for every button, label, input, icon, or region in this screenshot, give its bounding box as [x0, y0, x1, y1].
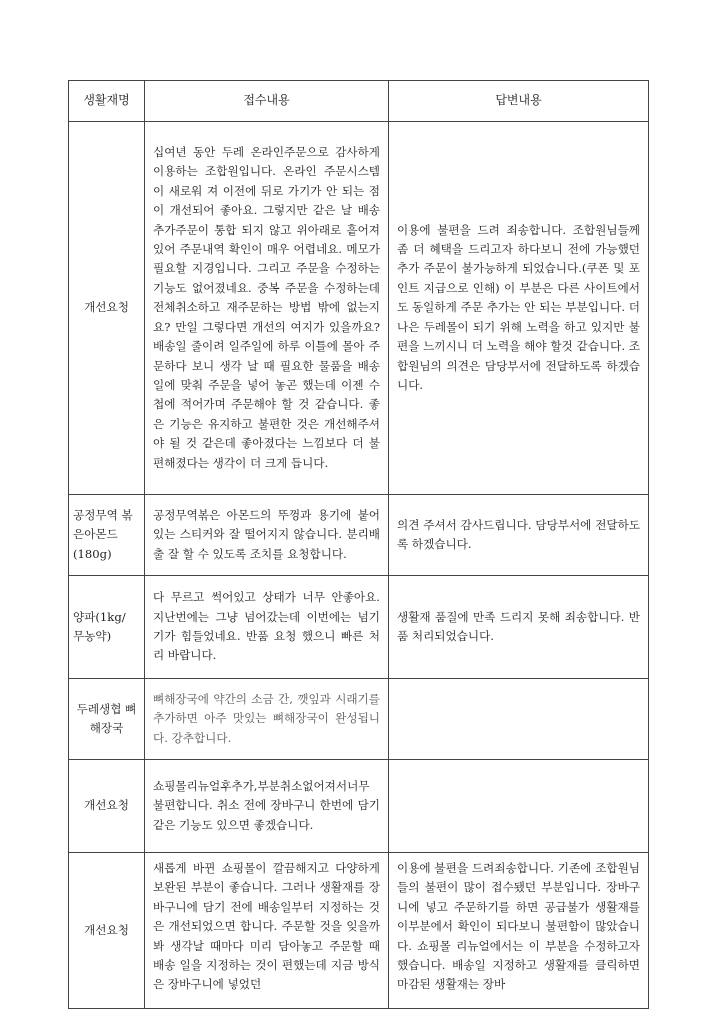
item-name-cell: 두레생협 뼈해장국: [69, 679, 145, 760]
header-request: 접수내용: [145, 81, 389, 122]
table-row: [69, 495, 649, 576]
table-row: [69, 576, 649, 679]
table-row: [69, 679, 649, 760]
item-name-cell: 양파(1kg/ 무농약): [69, 576, 145, 679]
reply-cell: 이용에 불편을 드려 죄송합니다. 조합원님들께 좀 더 혜택을 드리고자 하다보니 전에 가능했던 추가 주문이 불가능하게 되었습니다.(쿠폰 및 포인트 지급으로 인해) 이 부분은 다른 사이트에서도 동일하게 주문 추가는 안 되는 부분입니다. 더 나은 두레몰이 되기 위해 노력을 하고 있지만 불편을 느끼시니 더 노력을 해야 할것 같습니다. 조합원님의 의견은 담당부서에 전달하도록 하겠습니다.: [389, 122, 649, 495]
request-cell: 십여년 동안 두레 온라인주문으로 감사하게 이용하는 조합원입니다. 온라인 주문시스템이 새로워 져 이전에 뒤로 가기가 안 되는 점이 개선되어 좋아요. 그렇지만 같은 날 배송 추가주문이 통합 되지 않고 위아래로 흩어져 있어 주문내역 확인이 매우 어렵네요. 메모가 필요할 지경입니다. 그리고 주문을 수정하는 기능도 없어졌네요. 중복 주문을 수정하는데 전체취소하고 재주문하는 방법 밖에 없는지요? 만일 그렇다면 개선의 여지가 있을까요? 배송일 줄이려 일주일에 하루 이틀에 몰아 주문하다 보니 생각 날 때 필요한 물품을 배송일에 맞춰 주문을 넣어 놓곤 했는데 이젠 수첩에 적어가며 주문해야 할 것 같습니다. 좋은 기능은 유지하고 불편한 것은 개선해주셔야 될 것 같은데 좋아졌다는 느낌보다 더 불편해졌다는 생각이 더 크게 듭니다.: [145, 122, 389, 495]
reply-cell: 생활재 품질에 만족 드리지 못해 죄송합니다. 반품 처리되었습니다.: [389, 576, 649, 679]
request-cell: 쇼핑몰리뉴얼후추가,부분취소없어져서너무 불편합니다. 취소 전에 장바구니 한번에 담기 같은 기능도 있으면 좋겠습니다.: [145, 760, 389, 853]
reply-cell: [389, 760, 649, 853]
reply-cell: [389, 679, 649, 760]
reply-cell: 의견 주셔서 감사드립니다. 담당부서에 전달하도록 하겠습니다.: [389, 495, 649, 576]
item-name-cell: 개선요청: [69, 122, 145, 495]
request-cell: 다 무르고 썩어있고 상태가 너무 안좋아요. 지난번에는 그냥 넘어갔는데 이번에는 넘기기가 힘들었네요. 반품 요청 했으니 빠른 처리 바랍니다.: [145, 576, 389, 679]
request-cell: 새롭게 바뀐 쇼핑몰이 깔끔해지고 다양하게 보완된 부분이 좋습니다. 그러나 생활재를 장바구니에 담기 전에 배송일부터 지정하는 것은 개선되었으면 합니다. 주문할 것을 잊을까봐 생각날 때마다 미리 담아놓고 주문할 때 배송 일을 지정하는 것이 편했는데 지금 방식은 장바구니에 넣었던: [145, 853, 389, 1009]
item-name-cell: 공정무역 볶은아몬드 (180g): [69, 495, 145, 576]
table-header-row: [69, 81, 649, 122]
complaint-table: [68, 80, 649, 1009]
header-item-name: 생활재명: [69, 81, 145, 122]
item-name-cell: 개선요청: [69, 853, 145, 1009]
request-cell: 뼈해장국에 약간의 소금 간, 깻잎과 시래기를 추가하면 아주 맛있는 뼈해장국이 완성됩니다. 강추합니다.: [145, 679, 389, 760]
header-reply: 답변내용: [389, 81, 649, 122]
document-page: [68, 80, 648, 1009]
table-row: [69, 122, 649, 495]
request-cell: 공정무역볶은 아몬드의 뚜껑과 용기에 붙어 있는 스티커와 잘 떨어지지 않습니다. 분리배출 잘 할 수 있도록 조치를 요청합니다.: [145, 495, 389, 576]
reply-cell: 이용에 불편을 드려죄송합니다. 기존에 조합원님들의 불편이 많이 접수됐던 부분입니다. 장바구니에 넣고 주문하기를 하면 공급불가 생활재를 이부분에서 확인이 되다보니 불편함이 많았습니다. 쇼핑몰 리뉴얼에서는 이 부분을 수정하고자 했습니다. 배송일 지정하고 생활재를 클릭하면 마감된 생활재는 장바: [389, 853, 649, 1009]
table-row: [69, 853, 649, 1009]
item-name-cell: 개선요청: [69, 760, 145, 853]
table-row: [69, 760, 649, 853]
